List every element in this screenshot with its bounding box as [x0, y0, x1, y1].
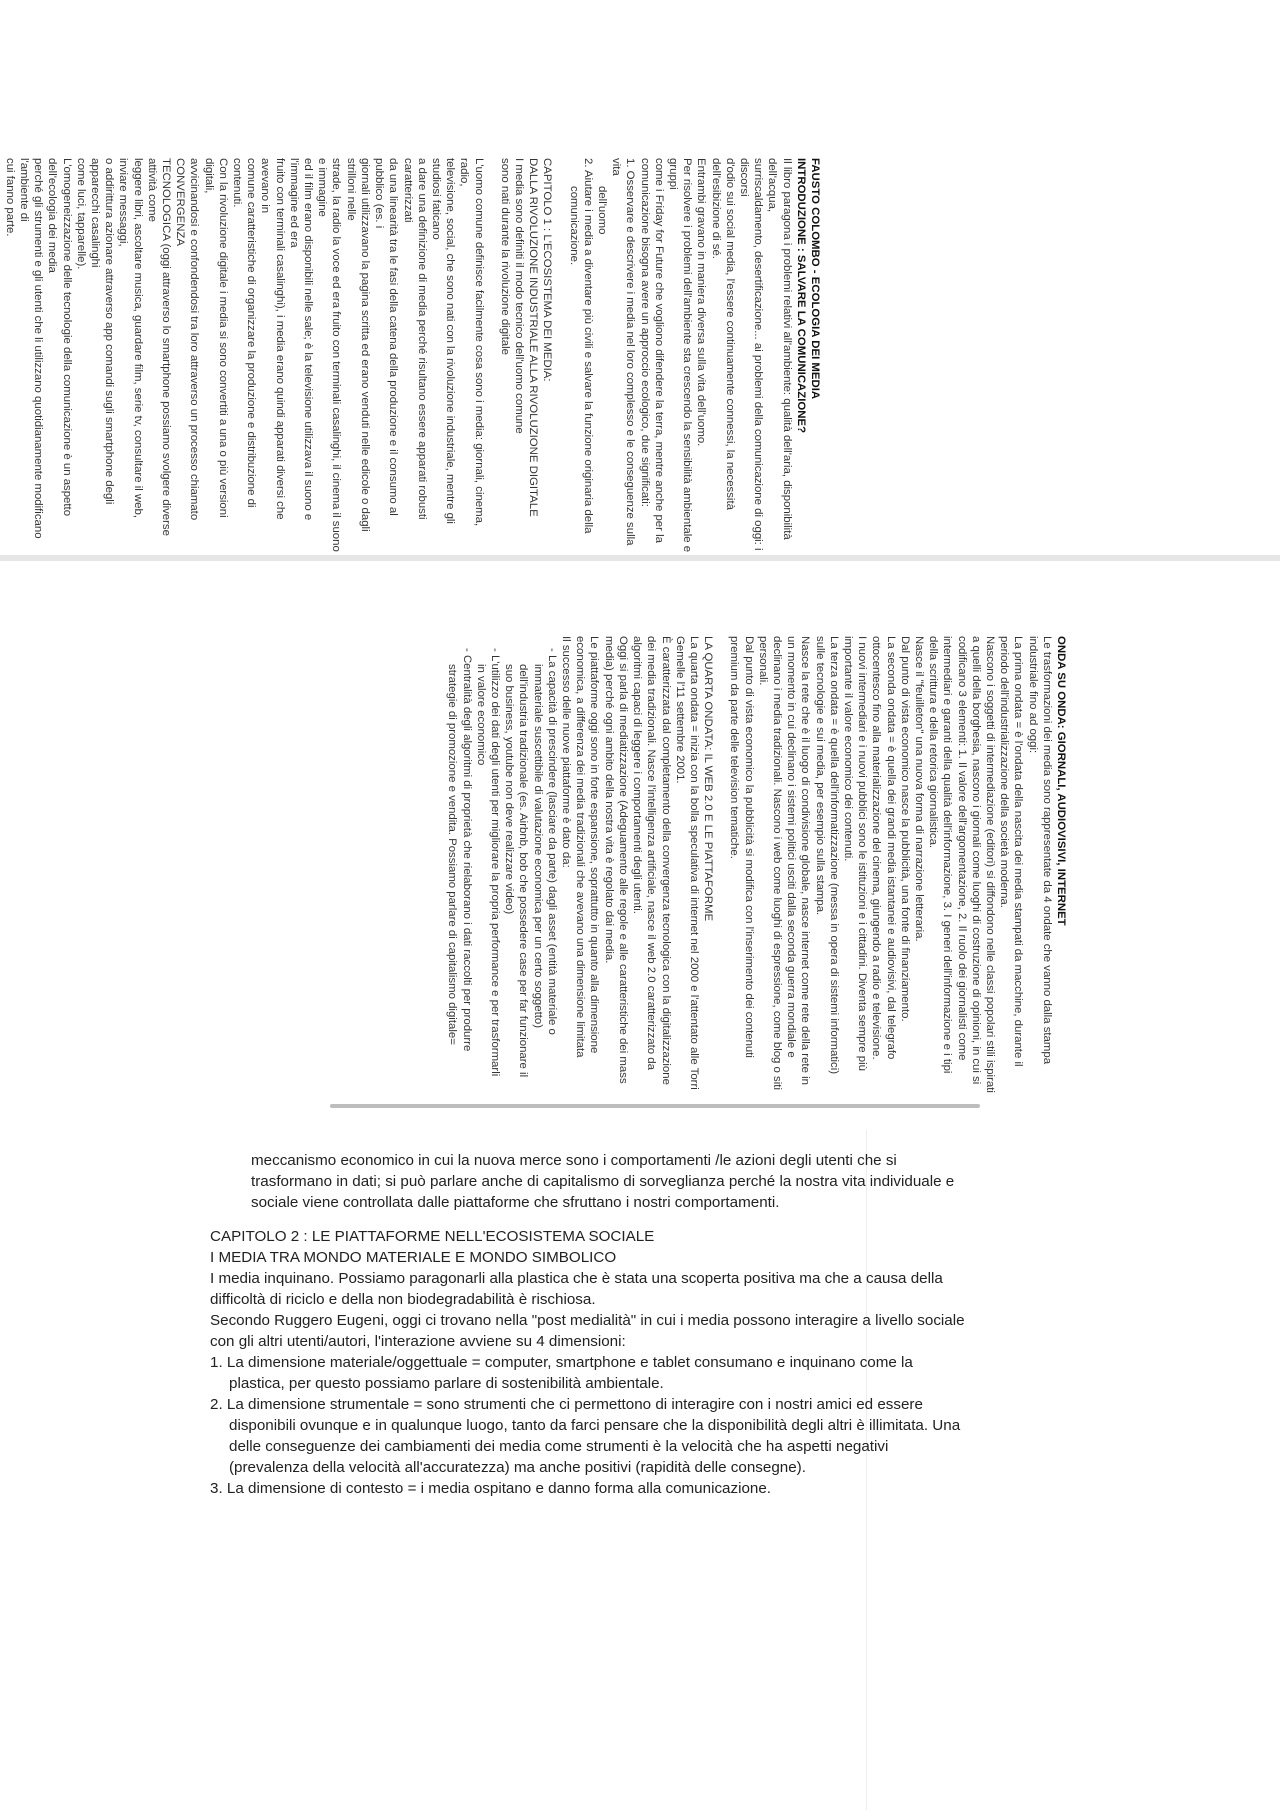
text-line: - La capacità di prescindere (lasciare da parte) dagli asset (entità materiale o [545, 648, 558, 1035]
text-line: CAPITOLO 1 : L'ECOSISTEMA DEI MEDIA: [541, 158, 554, 382]
text-line: L'omogeneizzazione delle tecnologie della comunicazione è un aspetto dell'ecologia dei media [46, 158, 73, 517]
text-line: dell'uomo [595, 186, 608, 235]
text-line: La terza ondata = è quella dell'informatizzazione (messa in opera di sistemi informatici) [827, 636, 840, 1075]
text-line: a quelli della borghesia, nascono i giornali come luoghi di costruzione di opinioni, in cui si [969, 636, 982, 1085]
list-item: 1. La dimensione materiale/oggettuale = computer, smartphone e tablet consumano e inquinano come la plastica, per questo possiamo parlare di sostenibilità ambientale. [210, 1354, 913, 1392]
text-line: media) perché ogni ambito della nostra vita è regolato dai media. [602, 636, 615, 964]
text-line: codificano 3 elementi: 1. Il valore dell'argomentazione, 2. Il ruolo dei giornalisti come [955, 636, 968, 1061]
text-line: intermediari e garanti della qualità dell'informazione, 3. I generi dell'informazione e i tipi [941, 636, 954, 1074]
text-line: Le piattaforme oggi sono in forte espansione, soprattutto in quanto alla dimensione [588, 636, 601, 1054]
text-line: FAUSTO COLOMBO - ECOLOGIA DEI MEDIA [809, 158, 821, 400]
text-line: I nuovi intermediari e i nuovi pubblici sono le istituzioni e i cittadini. Diventa sempre più [856, 636, 869, 1071]
text-line: Il successo delle nuove piattaforme è dato da: [560, 636, 573, 868]
text-line: La seconda ondata = è quella dei grandi media istantanei e audiovisivi, dal telegrafo [884, 636, 897, 1060]
list-item: 2. La dimensione strumentale = sono strumenti che ci permettono di interagire con i nostri amici ed essere disponibili ovunque e in qualunque luogo, tanto da farci pensare che la disponibilità degli altri è illimitata. Una delle conseguenze dei cambiamenti dei media come strumenti è la velocità che ha aspetti negativi (prevalenza della velocità all'accuratezza) ma anche positivi (rapidità delle consegne). [210, 1396, 961, 1476]
text-line: DALLA RIVOLUZIONE INDUSTRIALE ALLA RIVOLUZIONE DIGITALE [527, 158, 540, 517]
text-line [486, 158, 498, 553]
text-line: Nascono i soggetti di intermediazione (editori) si diffondono nelle classi popolari stili ispirati [983, 636, 996, 1093]
scan-page-1 [0, 0, 1280, 555]
scroll-bar[interactable] [330, 1104, 980, 1108]
text-line: La quarta ondata = inizia con la bolla speculativa di internet nel 2000 e l'attentato alle Torri [687, 636, 700, 1090]
text-line: come luci, tapparelle). [74, 158, 87, 270]
text-line: Per risolvere i problemi dell'ambiente sta crescendo la sensibilità ambientale e gruppi [666, 158, 694, 553]
scan-page-3 [210, 1150, 970, 1499]
text-line: ottocentesco fino alla materializzazione del cinema, giungendo a radio e televisione. [870, 636, 883, 1060]
text-line: Nasce il "feuilleton" una nuova forma di narrazione letteraria. [912, 636, 925, 942]
text-line: comunicazione bisogna avere un approccio ecologico, due significati: [638, 158, 651, 507]
text-line: televisione, social, che sono nati con la rivoluzione industriale, mentre gli studiosi faticano [429, 158, 457, 524]
text-line: LA QUARTA ONDATA: IL WEB 2.0 E LE PIATTAFORME [702, 636, 715, 922]
text-line: cui fanno parte. [3, 158, 16, 237]
text-line: della scrittura e della retorica giornalistica. [927, 636, 940, 849]
text-line: immateriale suscettibile di valutazione economica per un certo soggetto) [531, 664, 544, 1029]
text-line: ONDA SU ONDA: GIORNALI, AUDIOVISIVI, INTERNET [1055, 636, 1067, 926]
list-item: 3. La dimensione di contesto = i media ospitano e danno forma alla comunicazione. [210, 1480, 772, 1497]
rotated-text-block-1 [3, 158, 822, 553]
text-line: Nasce la rete che è il luogo di condivisione globale, nasce internet come rete della rete in [799, 636, 812, 1085]
text-line: periodo dell'industrializzazione della società moderna. [998, 636, 1011, 908]
text-line: industriale fino ad oggi: [1026, 636, 1039, 754]
text-line: L'uomo comune definisce facilmente cosa sono i media: giornali, cinema, radio, [458, 158, 485, 527]
text-line: Dal punto di vista economico la pubblicità si modifica con l'inserimento dei contenuti [742, 636, 755, 1058]
text-line: ed il film erano disponibili nelle sale; è la televisione utilizzava il suono e l'immagine ed era [287, 158, 315, 521]
text-line: È caratterizzata dal completamento della convergenza tecnologica con la digitalizzazione [659, 636, 672, 1085]
text-line: I media sono definiti il modo tecnico dell'uomo comune [512, 158, 525, 434]
text-line: personali. [756, 636, 769, 686]
text-line: TECNOLOGICA (oggi attraverso lo smartphone possiamo svolgere diverse attività come [145, 158, 173, 536]
text-line: importante il valore economico dei contenuti. [841, 636, 854, 862]
scan-page-2 [0, 561, 1280, 1096]
continuation-paragraph: meccanismo economico in cui la nuova merce sono i comportamenti /le azioni degli utenti che si trasformano in dati; si può parlare anche di capitalismo di sorveglianza perché la nostra vita individuale e sociale viene controllata dalle piattaforme che sfruttano i nostri comportamenti. [251, 1152, 955, 1211]
text-line: dei media tradizionali. Nasce l'intelligenza artificiale, nasce il web 2.0 caratterizzato da [645, 636, 658, 1070]
text-line: suo business, youtube non deve realizzare video) [503, 664, 516, 915]
text-line: strade, la radio la voce ed era fruito con terminali casalinghi, il cinema il suono e immagine [316, 158, 343, 552]
text-line: da una linearità tra le fasi della catena della produzione e il consumo al pubblico (es. i [373, 158, 400, 516]
text-line [715, 636, 727, 1101]
text-line: a dare una definizione di media perché risultano essere apparati robusti caratterizzati [401, 158, 428, 520]
text-line: INTRODUZIONE : SALVARE LA COMUNICAZIONE? [794, 158, 807, 434]
text-line: Entrambi gravano in maniera diversa sulla vita dell'uomo. [695, 158, 708, 447]
section-title: I MEDIA TRA MONDO MATERIALE E MONDO SIMBOLICO [210, 1249, 617, 1266]
text-line: comune caratteristiche di organizzare la produzione e distribuzione di contenuti. [231, 158, 258, 508]
text-line: Gemelle l'11 settembre 2001. [673, 636, 686, 784]
text-line: - L'utilizzo dei dati degli utenti per migliorare la propria performance e per trasformarli [489, 648, 502, 1077]
text-line: sono nati durante la rivoluzione digitale [498, 158, 511, 355]
text-line: economica, a differenza dei media tradizionali che avevano una dimensione limitata [574, 636, 587, 1058]
paragraph: Secondo Ruggero Eugeni, oggi ci trovano nella "post medialità" in cui i media possono interagire a livello sociale con gli altri utenti/autori, l'interazione avviene su 4 dimensioni: [210, 1312, 965, 1350]
text-line: giornali utilizzavano la pagina scritta ed erano venduti nelle edicole o dagli strilloni nelle [344, 158, 371, 532]
text-line: - Centralità degli algoritmi di proprietà che rielaborano i dati raccolti per produrre [460, 648, 473, 1052]
text-line: 1. Osservare e descrivere i media nel loro complesso e le conseguenze sulla vita [610, 158, 637, 546]
text-line: premium da parte delle television tematiche. [728, 636, 741, 859]
text-line: Oggi si parla di mediatizzazione (Adeguamento alle regole e alle caratteristiche dei mass [616, 636, 629, 1084]
text-line: sulle tecnologie e sui media, per esempio sulla stampa. [813, 636, 826, 916]
text-line: un momento in cui declinano i sistemi politici usciti dalla seconda guerra mondiale e [785, 636, 798, 1058]
chapter-title: CAPITOLO 2 : LE PIATTAFORME NELL'ECOSISTEMA SOCIALE [210, 1228, 655, 1245]
text-line: comunicazione. [567, 186, 580, 266]
text-line: o addirittura azionare attraverso app comandi sugli smartphone degli apparecchi casalinghi [89, 158, 116, 505]
text-line: Dal punto di vista economico nasce la pubblicità, una fonte di finanziamento. [898, 636, 911, 1022]
text-line: fruito con terminali casalinghi), i media erano quindi apparati diversi che avevano in [259, 158, 286, 520]
text-line: dell'industria tradizionale (es. Airbnb, bob che possedere case per far funzionare il [517, 664, 530, 1078]
text-line: declinano i media tradizionali. Nascono i web come luoghi di espressione, come blog o siti [770, 636, 783, 1090]
text-line: Le trasformazioni dei media sono rappresentate da 4 ondate che vanno dalla stampa [1040, 636, 1053, 1065]
text-line: Con la rivoluzione digitale i media si sono convertiti a una o più versioni digitali, [202, 158, 229, 518]
text-line: La prima ondata = è l'ondata della nascita dei media stampati da macchine, durante il [1012, 636, 1025, 1067]
text-line: algoritmi capaci di leggere i comportamenti degli utenti. [631, 636, 644, 914]
text-line: avvicinandosi e confondendosi tra loro attraverso un processo chiamato CONVERGENZA [174, 158, 201, 521]
text-line: d'odio sui social media, l'essere continuamente connessi, la necessità dell'esibizione di sé. [709, 158, 736, 510]
text-line: perché gli strumenti e gli utenti che li utilizzano quotidianamente modificano l'ambiente di [18, 158, 45, 539]
text-line: surriscaldamento, desertificazione... ai problemi della comunicazione di oggi: i discorsi [737, 158, 765, 551]
text-line: Il libro paragona i problemi relativi all'ambiente: qualità dell'aria, disponibilità dell'acqua, [766, 158, 793, 540]
text-line: strategie di promozione e vendita. Possiamo parlare di capitalismo digitale= [446, 664, 459, 1045]
text-line: 2. Aiutare i media a diventare più civili e salvare la funzione originaria della [581, 158, 594, 534]
text-line [554, 158, 566, 553]
text-line: come i Friday for Future che vogliono difendere la terra, mentre anche per la [652, 158, 665, 543]
rotated-text-block-2 [268, 636, 1068, 1101]
text-line: in valore economico [474, 664, 487, 766]
text-line: leggere libri, ascoltare musica, guardare film, serie tv, consultare il web, inviare messaggi, [117, 158, 144, 519]
paragraph: I media inquinano. Possiamo paragonarli alla plastica che è stata una scoperta positiva ma che a causa della difficoltà di riciclo e della non biodegradabilità è rischiosa. [210, 1270, 943, 1308]
